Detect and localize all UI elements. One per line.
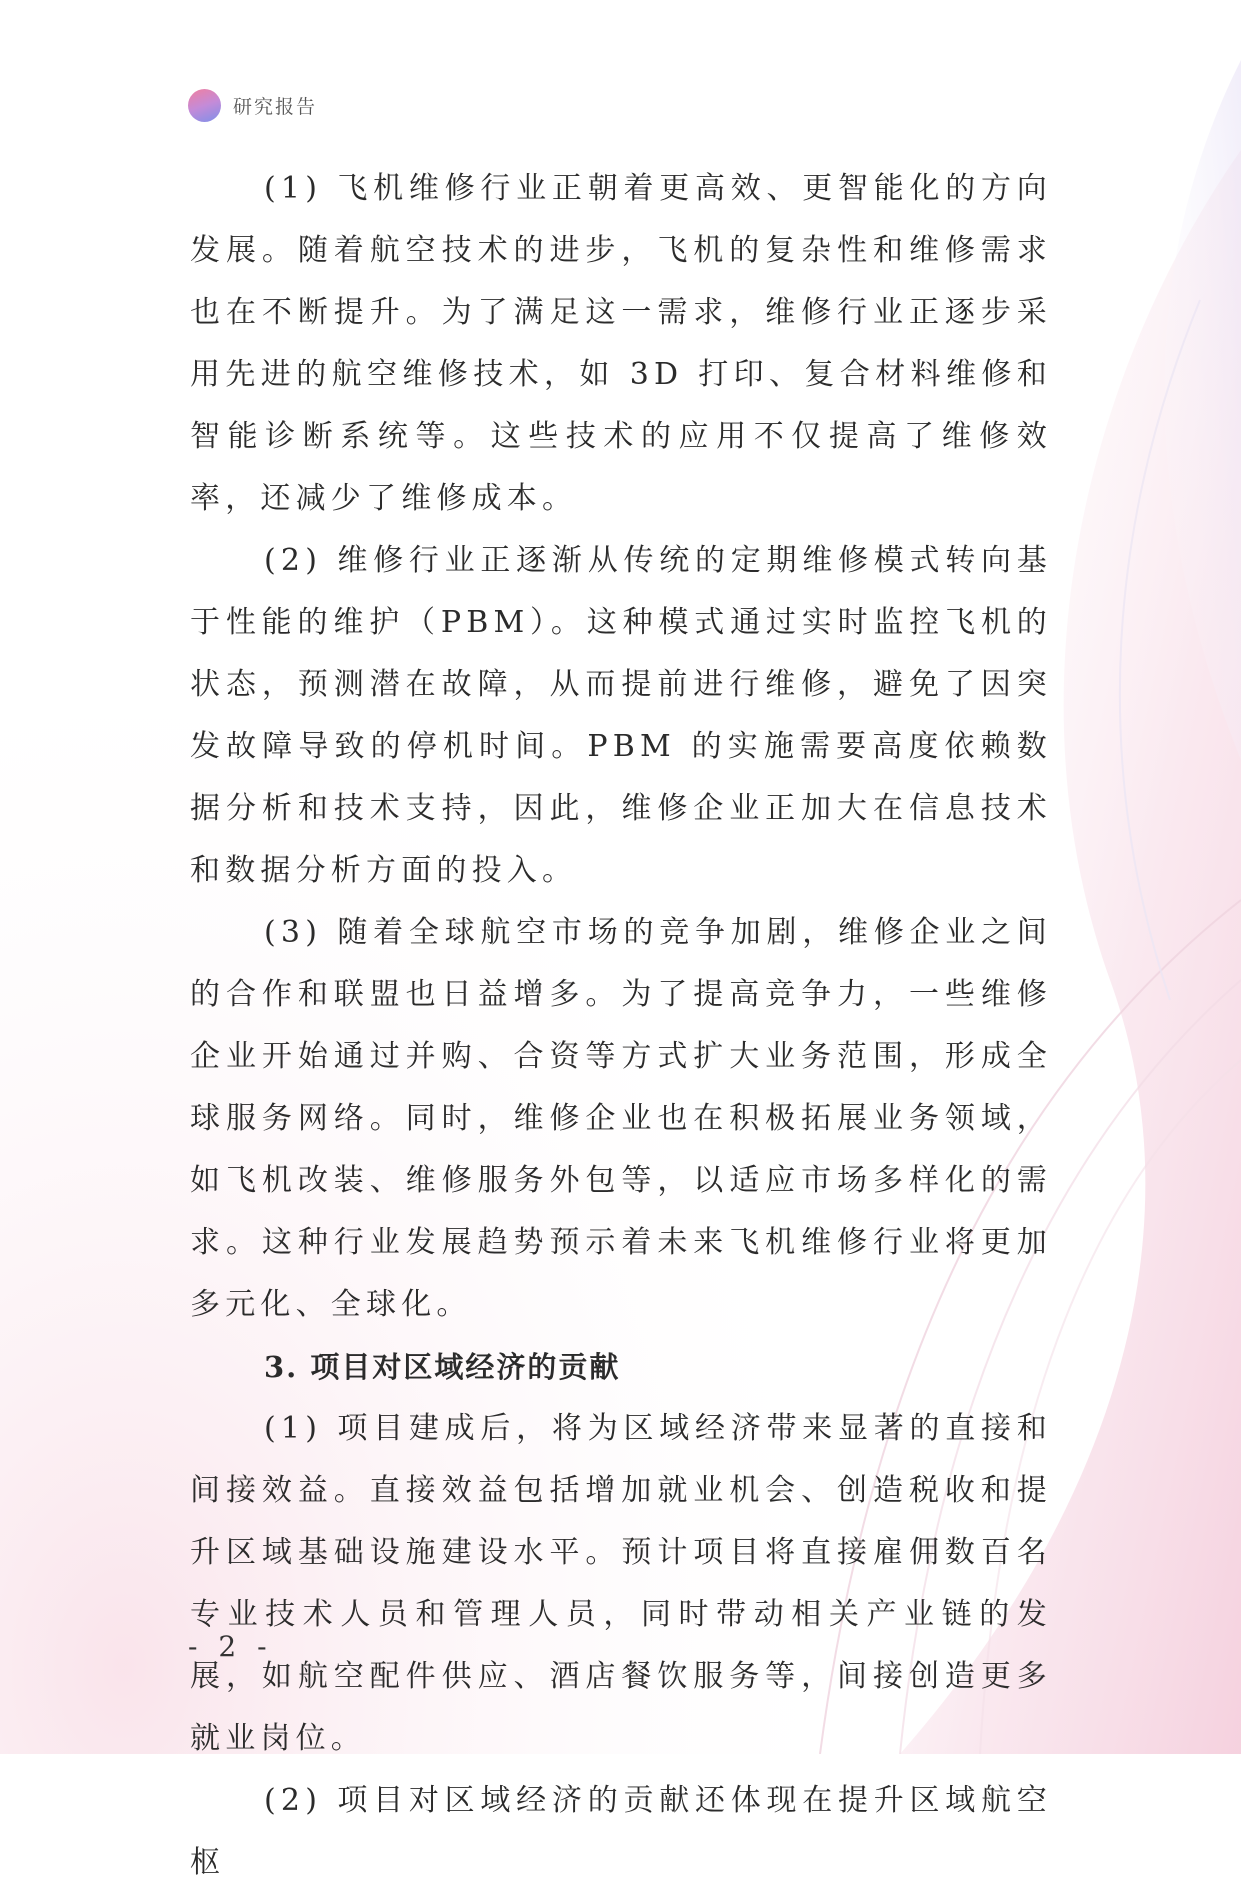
header-title: 研究报告 — [233, 95, 318, 118]
section-heading: 3. 项目对区域经济的贡献 — [264, 1350, 621, 1384]
section-paragraph-2: (2) 项目对区域经济的贡献还体现在提升区域航空枢 — [190, 1783, 1052, 1880]
paragraph-2: (2) 维修行业正逐渐从传统的定期维修模式转向基于性能的维护（PBM）。这种模式通过实时监控飞机的状态，预测潜在故障，从而提前进行维修，避免了因突发故障导致的停机时间。PBM 的实施需要高度依赖数据分析和技术支持，因此，维修企业正加大在信息技术和数据分析方面的投入。 — [190, 543, 1052, 888]
paragraph-3: (3) 随着全球航空市场的竞争加剧，维修企业之间的合作和联盟也日益增多。为了提高竞争力，一些维修企业开始通过并购、合资等方式扩大业务范围，形成全球服务网络。同时，维修企业也在积极拓展业务领域，如飞机改装、维修服务外包等，以适应市场多样化的需求。这种行业发展趋势预示着未来飞机维修行业将更加多元化、全球化。 — [190, 915, 1052, 1322]
section-paragraph-1: (1) 项目建成后，将为区域经济带来显著的直接和间接效益。直接效益包括增加就业机会、创造税收和提升区域基础设施建设水平。预计项目将直接雇佣数百名专业技术人员和管理人员，同时带动相关产业链的发展，如航空配件供应、酒店餐饮服务等，间接创造更多就业岗位。 — [190, 1411, 1052, 1756]
document-body — [190, 158, 1052, 1894]
paragraph-1: (1) 飞机维修行业正朝着更高效、更智能化的方向发展。随着航空技术的进步，飞机的复杂性和维修需求也在不断提升。为了满足这一需求，维修行业正逐步采用先进的航空维修技术，如 3D 打印、复合材料维修和智能诊断系统等。这些技术的应用不仅提高了维修效率，还减少了维修成本。 — [190, 171, 1052, 516]
page-header — [188, 88, 317, 122]
report-logo-icon — [188, 89, 221, 122]
page-number: - 2 - — [188, 1630, 273, 1663]
